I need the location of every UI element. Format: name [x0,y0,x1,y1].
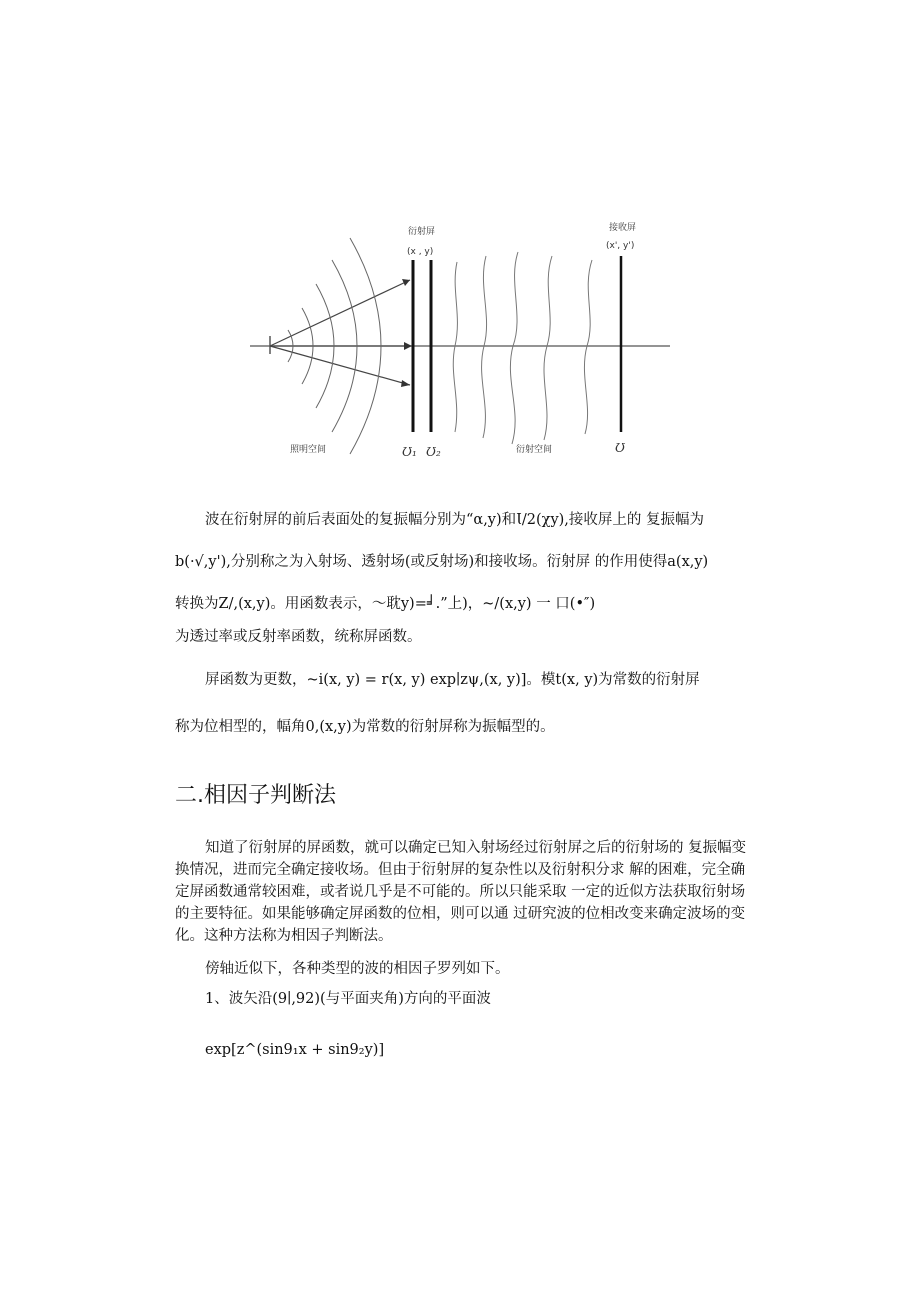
distorted-wave-4 [544,256,552,440]
arrow-lower [401,380,410,387]
label-illumination-space: 照明空间 [290,445,327,455]
ray-lower [270,346,410,385]
paragraph-4: 傍轴近似下，各种类型的波的相因子罗列如下。 [205,961,510,977]
distorted-wave-1 [453,262,457,432]
label-sigma: Ʊ [615,441,625,455]
label-diffraction-coords: (x , y) [407,247,434,257]
diffraction-diagram [250,220,680,465]
label-sigma2: Ʊ₂ [426,445,441,459]
arrow-center [404,342,412,350]
label-diffraction-screen: 衍射屏 [408,227,436,237]
paragraph-2-line-1: 屏函数为更数，~i(x, y) = r(x, y) exp∣zψ,(x, y)]。模t(x, y)为常数的衍射屏 [205,672,700,688]
distorted-wave-2 [482,256,487,438]
label-sigma1: Ʊ₁ [402,445,417,459]
section-heading: 二.相因子判断法 [175,783,336,808]
plane-wave-formula: exp[z^(sin9₁x + sin9₂y)] [205,1042,385,1058]
arrow-upper [402,279,410,286]
label-diffraction-space: 衍射空间 [516,445,553,455]
paragraph-1-line-3: 转换为Z/,(x,y)。用函数表示，～耽y)=╛.”上)，~/(x,y) 一 口(•″) [175,596,596,612]
paragraph-2-line-2: 称为位相型的，幅角0,(x,y)为常数的衍射屏称为振幅型的。 [175,719,555,735]
paragraph-1-line-2: b(·√,y'),分别称之为入射场、透射场(或反射场)和接收场。衍射屏 的作用使得a(x,y) [175,554,709,570]
label-receiving-screen: 接收屏 [609,223,637,233]
paragraph-3: 知道了衍射屏的屏函数，就可以确定已知入射场经过衍射屏之后的衍射场的 复振幅变换情况，进而完全确定接收场。但由于衍射屏的复杂性以及衍射积分求 解的困难，完全确定屏函数通常较困难，或者说几乎是不可能的。所以只能采取 一定的近似方法获取衍射场的主要特征。如果能够确定屏函数的位相，则可以通 过研究波的位相改变来确定波场的变化。这种方法称为相因子判断法。 [175,840,747,944]
paragraph-1-line-1: 波在衍射屏的前后表面处的复振幅分别为“α,y)和Ɩ/2(χy),接收屏上的 复振幅为 [205,512,705,528]
distorted-wave-3 [510,252,518,444]
distorted-wave-5 [584,260,592,434]
label-receiving-coords: (x', y') [606,241,635,251]
list-item-1: 1、波矢沿(9∣,92)(与平面夹角)方向的平面波 [205,991,491,1007]
paragraph-1-line-4: 为透过率或反射率函数，统称屏函数。 [175,629,422,645]
